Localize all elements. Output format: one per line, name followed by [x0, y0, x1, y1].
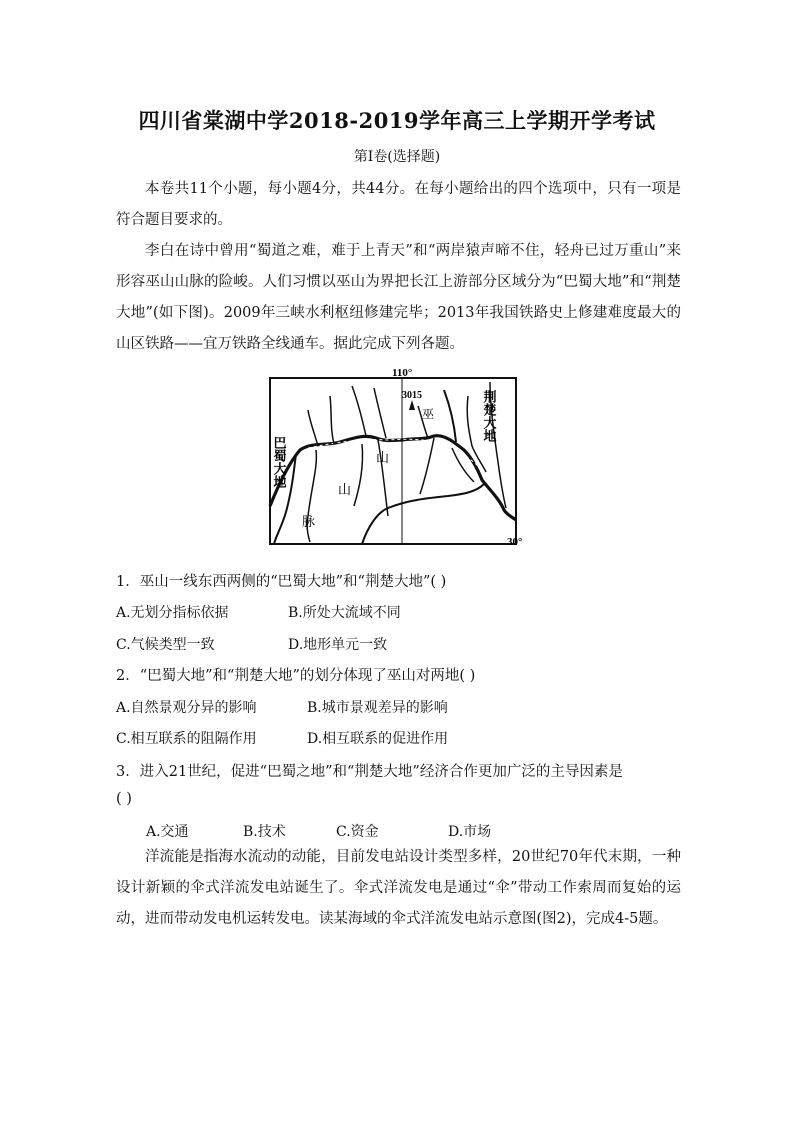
question-3-option-a[interactable]: A.交通: [146, 824, 189, 840]
question-1-option-a[interactable]: A.无划分指标依据: [116, 605, 229, 621]
question-3-option-d[interactable]: D.市场: [448, 824, 492, 840]
river-tributary: [352, 386, 366, 436]
peak-marker: [409, 400, 415, 410]
question-3-stem: 3．进入21世纪，促进“巴蜀之地”和“荆楚大地”经济合作更加广泛的主导因素是: [116, 764, 623, 780]
ocean-current-paragraph: 洋流能是指海水流动的动能，目前发电站设计类型多样，20世纪70年代末期，一种设计新颖的伞式洋流发电站诞生了。伞式洋流发电是通过“伞”带动工作索周而复始的运动，进而带动发电机运转发电。读某海域的伞式洋流发电站示意图(图2)，完成4-5题。: [116, 849, 681, 927]
river-tributary: [374, 388, 386, 438]
yangtze-river: [270, 436, 516, 520]
question-2-option-c[interactable]: C.相互联系的阻隔作用: [116, 731, 257, 747]
question-1-option-c[interactable]: C.气候类型一致: [116, 637, 215, 653]
question-1-option-b[interactable]: B.所处大流域不同: [288, 605, 401, 621]
context-paragraph: 李白在诗中曾用“蜀道之难，难于上青天”和“两岸猿声啼不住，轻舟已过万重山”来形容巫山山脉的险峻。人们习惯以巫山为界把长江上游部分区域分为“巴蜀大地”和“荆楚大地”(如下图)。2009年三峡水利枢纽修建完毕；2013年我国铁路史上修建难度最大的山区铁路——宜万铁路全线通车。据此完成下列各题。: [116, 243, 681, 352]
label-mai: 脉: [302, 515, 316, 530]
question-2-option-b[interactable]: B.城市景观差异的影响: [307, 700, 448, 716]
label-shan: 山: [376, 451, 390, 466]
page-title: 四川省棠湖中学2018-2019学年高三上学期开学考试: [138, 108, 656, 133]
instructions-paragraph: 本卷共11个小题，每小题4分，共44分。在每小题给出的四个选项中，只有一项是符合题目要求的。: [116, 181, 681, 228]
river-tributary: [308, 410, 318, 446]
question-2-stem: 2．“巴蜀大地”和“荆楚大地”的划分体现了巫山对两地( ): [116, 668, 476, 684]
label-jingchu: 荆楚大地: [480, 390, 496, 442]
river-tributary: [354, 444, 363, 506]
question-3-option-b[interactable]: B.技术: [243, 824, 286, 840]
river-tributary: [420, 438, 434, 494]
label-30-degree: 30°: [507, 536, 523, 548]
question-1-stem: 1．巫山一线东西两侧的“巴蜀大地”和“荆楚大地”( ): [116, 574, 447, 590]
question-2-option-d[interactable]: D.相互联系的促进作用: [307, 731, 449, 747]
question-3-option-c[interactable]: C.资金: [336, 824, 379, 840]
label-peak-elevation: 3015: [402, 390, 422, 401]
section-heading: 第Ⅰ卷(选择题): [353, 149, 441, 165]
question-3-stem-bracket: ( ): [116, 791, 132, 807]
river-tributary: [452, 448, 474, 482]
question-1-option-d[interactable]: D.地形单元一致: [288, 637, 388, 653]
wushan-map-figure: [268, 366, 530, 548]
label-shan-2: 山: [338, 483, 352, 498]
label-wu: 巫: [422, 407, 435, 421]
river-tributary: [362, 484, 484, 544]
river-tributary: [444, 390, 456, 442]
river-tributary: [330, 396, 334, 444]
question-2-option-a[interactable]: A.自然景观分异的影响: [116, 700, 257, 716]
label-bashu: 巴蜀大地: [270, 436, 286, 488]
label-110-degree: 110°: [392, 367, 413, 379]
